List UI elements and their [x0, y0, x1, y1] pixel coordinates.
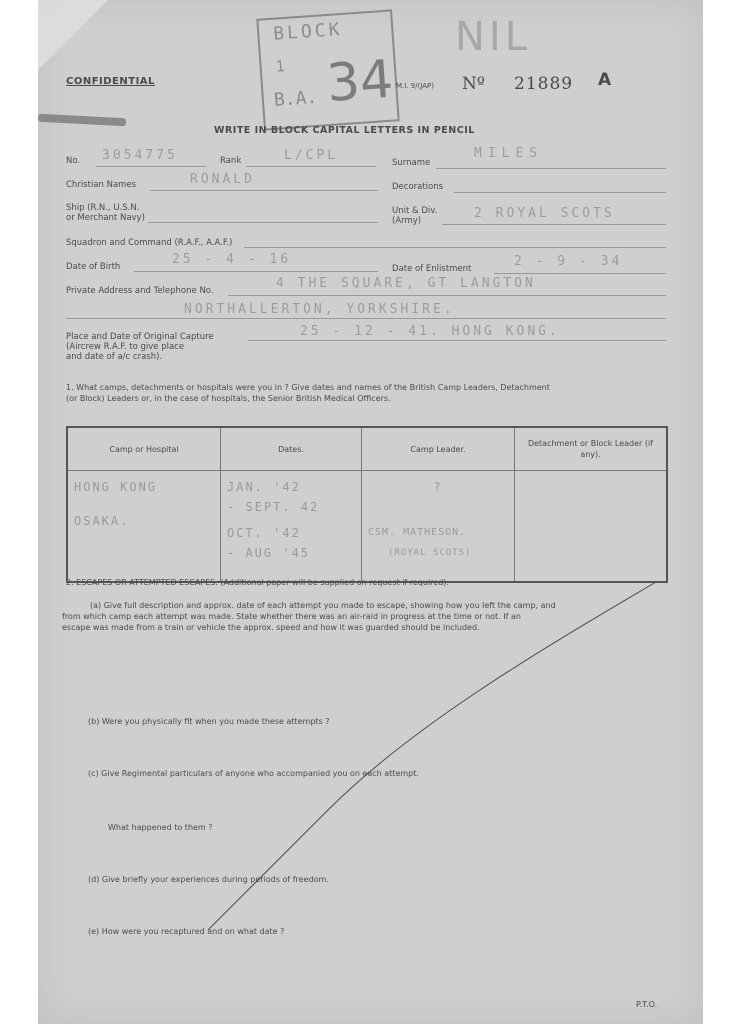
serial-number: 21889	[514, 74, 574, 94]
header-camp: Camp or Hospital	[67, 427, 221, 471]
question-2d: (d) Give briefly your experiences during periods of freedom.	[88, 875, 329, 884]
question-2a-line2: from which camp each attempt was made. State whether there was an air-raid in progress at the time or not. If an	[62, 612, 521, 621]
christian-names-label: Christian Names	[66, 180, 137, 190]
unit-value: 2 ROYAL SCOTS	[474, 206, 615, 221]
decorations-label: Decorations	[392, 182, 444, 192]
unit-label-1: Unit & Div.	[392, 206, 438, 216]
address-line1: 4 THE SQUARE, GT LANGTON	[276, 276, 536, 291]
stamp-line2: 1	[275, 57, 286, 76]
dob-value: 25 - 4 - 16	[172, 252, 292, 267]
dob-label: Date of Birth	[66, 262, 121, 272]
number-label: Nº	[462, 74, 485, 94]
capture-label-2: (Aircrew R.A.F. to give place	[66, 342, 185, 352]
surname-value: MILES	[474, 146, 544, 161]
question-2c: (c) Give Regimental particulars of anyone who accompanied you on each attempt.	[88, 769, 419, 778]
camp-entry: HONG KONG	[74, 480, 158, 494]
dates-entry: OCT. '42	[227, 526, 301, 540]
question-2e: (e) How were you recaptured and on what date ?	[88, 927, 285, 936]
no-label: No.	[66, 156, 81, 166]
question-2-heading: 2. ESCAPES OR ATTEMPTED ESCAPES. (Additional paper will be supplied on request if required).	[66, 578, 449, 587]
surname-label: Surname	[392, 158, 431, 168]
rank-label: Rank	[220, 156, 242, 166]
question-2a-line1: (a) Give full description and approx. date of each attempt you made to escape, showing how you left the camp, and	[90, 601, 556, 610]
ship-label-1: Ship (R.N., U.S.N.	[66, 203, 140, 213]
question-2b: (b) Were you physically fit when you made these attempts ?	[88, 717, 330, 726]
pencil-stroke	[38, 0, 703, 1024]
question-2a-line3: escape was made from a train or vehicle the approx. speed and how it was guarded should be included.	[62, 623, 480, 632]
leader-entry: CSM. MATHESON.	[368, 527, 467, 538]
instruction-title: WRITE IN BLOCK CAPITAL LETTERS IN PENCIL	[214, 125, 475, 136]
leader-entry: (ROYAL SCOTS)	[388, 548, 472, 558]
confidential-label: CONFIDENTIAL	[66, 76, 155, 87]
enlistment-value: 2 - 9 - 34	[514, 254, 623, 269]
question-1-line2: (or Block) Leaders or, in the case of hospitals, the Senior British Medical Officers.	[66, 394, 391, 403]
question-2c-follow: What happened to them ?	[108, 823, 213, 832]
pto-label: P.T.O.	[636, 1000, 658, 1009]
capture-value: 25 - 12 - 41. HONG KONG.	[300, 324, 560, 339]
form-code: M.I. 9/(JAP)	[396, 82, 435, 90]
header-dates: Dates.	[221, 427, 362, 471]
leader-entry: ?	[433, 480, 443, 494]
dates-entry: - AUG '45	[227, 546, 311, 560]
document-page	[38, 0, 703, 1024]
nil-annotation: NIL	[455, 14, 532, 60]
capture-label-1: Place and Date of Original Capture	[66, 332, 214, 342]
stamp-line3: B.A.	[273, 86, 318, 111]
header-camp-leader: Camp Leader.	[362, 427, 515, 471]
ship-label-2: or Merchant Navy)	[66, 213, 145, 223]
no-value: 3054775	[102, 148, 178, 163]
capture-label-3: and date of a/c crash).	[66, 352, 163, 362]
stamp-line1: BLOCK	[272, 18, 344, 45]
address-label: Private Address and Telephone No.	[66, 286, 214, 296]
serial-suffix: A	[598, 70, 612, 90]
header-detachment: Detachment or Block Leader (if any).	[515, 427, 668, 471]
dates-entry: - SEPT. 42	[227, 500, 320, 514]
stamp-number: 34	[324, 49, 396, 115]
camp-entry: OSAKA.	[74, 514, 130, 528]
dates-entry: JAN. '42	[227, 480, 301, 494]
squadron-label: Squadron and Command (R.A.F., A.A.F.)	[66, 238, 233, 248]
rank-value: L/CPL	[284, 148, 339, 163]
enlistment-label: Date of Enlistment	[392, 264, 472, 274]
address-line2: NORTHALLERTON, YORKSHIRE.	[184, 302, 455, 317]
christian-names-value: RONALD	[190, 172, 255, 187]
question-1-line1: 1. What camps, detachments or hospitals were you in ? Give dates and names of the British Camp Leaders, Detachment	[66, 383, 550, 392]
unit-label-2: (Army)	[392, 216, 422, 226]
